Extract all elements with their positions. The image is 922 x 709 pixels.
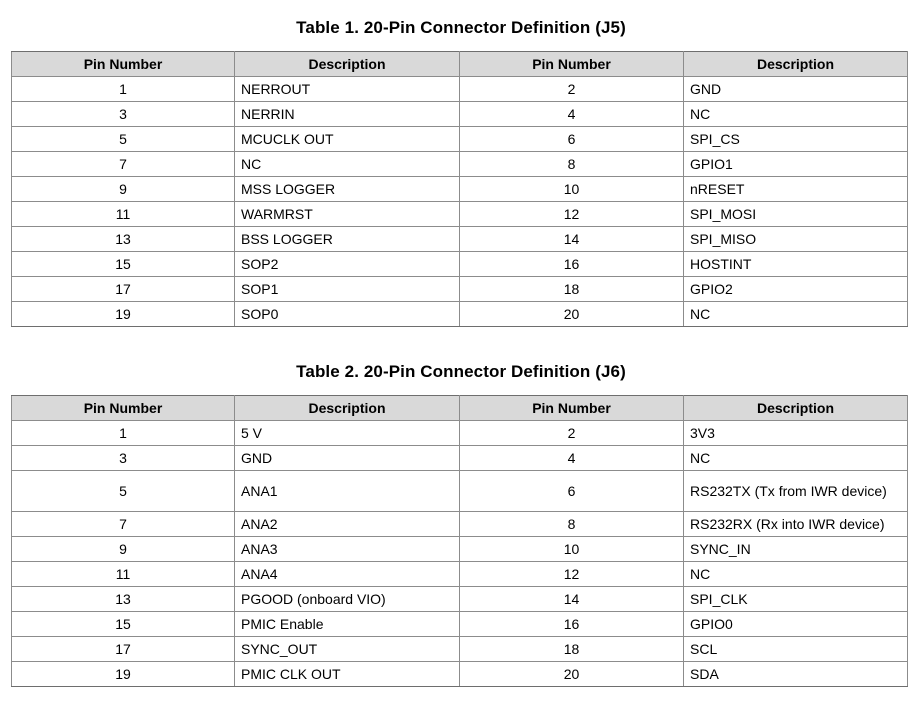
description-cell: SYNC_OUT: [235, 637, 460, 662]
table-header-row: [12, 52, 908, 77]
description-cell: nRESET: [684, 177, 908, 202]
pin-number-cell: 8: [460, 512, 684, 537]
table-row: [12, 662, 908, 687]
pin-number-cell: 5: [12, 127, 235, 152]
table-1-caption: Table 1. 20-Pin Connector Definition (J5): [296, 18, 626, 37]
description-cell: NC: [684, 446, 908, 471]
description-cell: NERRIN: [235, 102, 460, 127]
table-2-caption: Table 2. 20-Pin Connector Definition (J6): [296, 362, 626, 381]
header-pin-number: Pin Number: [12, 396, 235, 421]
description-cell: NC: [235, 152, 460, 177]
pin-number-cell: 18: [460, 277, 684, 302]
table-row: [12, 202, 908, 227]
description-cell: RS232TX (Tx from IWR device): [684, 471, 908, 512]
table-row: [12, 252, 908, 277]
pin-number-cell: 4: [460, 446, 684, 471]
header-pin-number: Pin Number: [460, 396, 684, 421]
pin-number-cell: 6: [460, 127, 684, 152]
description-cell: GND: [684, 77, 908, 102]
table-row: [12, 177, 908, 202]
pin-number-cell: 5: [12, 471, 235, 512]
description-cell: ANA4: [235, 562, 460, 587]
pin-number-cell: 17: [12, 277, 235, 302]
table-row: [12, 227, 908, 252]
description-cell: ANA2: [235, 512, 460, 537]
description-cell: SPI_CS: [684, 127, 908, 152]
pin-number-cell: 3: [12, 446, 235, 471]
table-row: [12, 612, 908, 637]
pin-number-cell: 20: [460, 662, 684, 687]
pin-number-cell: 19: [12, 662, 235, 687]
pin-number-cell: 7: [12, 512, 235, 537]
pin-number-cell: 12: [460, 202, 684, 227]
description-cell: SPI_CLK: [684, 587, 908, 612]
pin-number-cell: 6: [460, 471, 684, 512]
table-row: [12, 562, 908, 587]
pin-number-cell: 14: [460, 227, 684, 252]
description-cell: SCL: [684, 637, 908, 662]
description-cell: SPI_MISO: [684, 227, 908, 252]
pin-number-cell: 20: [460, 302, 684, 327]
description-cell: ANA1: [235, 471, 460, 512]
header-pin-number: Pin Number: [12, 52, 235, 77]
description-cell: RS232RX (Rx into IWR device): [684, 512, 908, 537]
description-cell: SDA: [684, 662, 908, 687]
table-row: [12, 152, 908, 177]
description-cell: GPIO0: [684, 612, 908, 637]
header-description: Description: [684, 396, 908, 421]
description-cell: SPI_MOSI: [684, 202, 908, 227]
description-cell: SOP2: [235, 252, 460, 277]
table-row: [12, 512, 908, 537]
pin-number-cell: 19: [12, 302, 235, 327]
table-row: [12, 471, 908, 512]
table-row: [12, 277, 908, 302]
description-cell: PGOOD (onboard VIO): [235, 587, 460, 612]
table-row: [12, 77, 908, 102]
description-cell: 5 V: [235, 421, 460, 446]
description-cell: GND: [235, 446, 460, 471]
pin-table-j5: [11, 51, 908, 327]
pin-number-cell: 17: [12, 637, 235, 662]
pin-number-cell: 8: [460, 152, 684, 177]
description-cell: PMIC CLK OUT: [235, 662, 460, 687]
pin-number-cell: 10: [460, 177, 684, 202]
description-cell: BSS LOGGER: [235, 227, 460, 252]
pin-number-cell: 10: [460, 537, 684, 562]
description-cell: WARMRST: [235, 202, 460, 227]
header-description: Description: [684, 52, 908, 77]
description-cell: NC: [684, 562, 908, 587]
pin-number-cell: 2: [460, 421, 684, 446]
pin-number-cell: 3: [12, 102, 235, 127]
description-cell: MSS LOGGER: [235, 177, 460, 202]
pin-number-cell: 18: [460, 637, 684, 662]
table-row: [12, 127, 908, 152]
description-cell: MCUCLK OUT: [235, 127, 460, 152]
description-cell: GPIO1: [684, 152, 908, 177]
pin-number-cell: 13: [12, 227, 235, 252]
description-cell: NERROUT: [235, 77, 460, 102]
pin-number-cell: 9: [12, 177, 235, 202]
pin-number-cell: 7: [12, 152, 235, 177]
table-row: [12, 446, 908, 471]
pin-table-j6: [11, 395, 908, 687]
table-row: [12, 421, 908, 446]
description-cell: ANA3: [235, 537, 460, 562]
header-pin-number: Pin Number: [460, 52, 684, 77]
header-description: Description: [235, 396, 460, 421]
description-cell: HOSTINT: [684, 252, 908, 277]
description-cell: SOP0: [235, 302, 460, 327]
description-cell: 3V3: [684, 421, 908, 446]
description-cell: SOP1: [235, 277, 460, 302]
table-row: [12, 302, 908, 327]
header-description: Description: [235, 52, 460, 77]
table-row: [12, 537, 908, 562]
description-cell: NC: [684, 102, 908, 127]
pin-number-cell: 11: [12, 202, 235, 227]
pin-number-cell: 16: [460, 252, 684, 277]
pin-number-cell: 12: [460, 562, 684, 587]
pin-number-cell: 15: [12, 252, 235, 277]
table-row: [12, 102, 908, 127]
pin-number-cell: 15: [12, 612, 235, 637]
table-header-row: [12, 396, 908, 421]
pin-number-cell: 4: [460, 102, 684, 127]
table-row: [12, 587, 908, 612]
pin-number-cell: 2: [460, 77, 684, 102]
pin-number-cell: 9: [12, 537, 235, 562]
pin-number-cell: 16: [460, 612, 684, 637]
pin-number-cell: 1: [12, 421, 235, 446]
description-cell: GPIO2: [684, 277, 908, 302]
description-cell: PMIC Enable: [235, 612, 460, 637]
pin-number-cell: 1: [12, 77, 235, 102]
pin-number-cell: 11: [12, 562, 235, 587]
description-cell: NC: [684, 302, 908, 327]
pin-number-cell: 13: [12, 587, 235, 612]
description-cell: SYNC_IN: [684, 537, 908, 562]
table-row: [12, 637, 908, 662]
pin-number-cell: 14: [460, 587, 684, 612]
